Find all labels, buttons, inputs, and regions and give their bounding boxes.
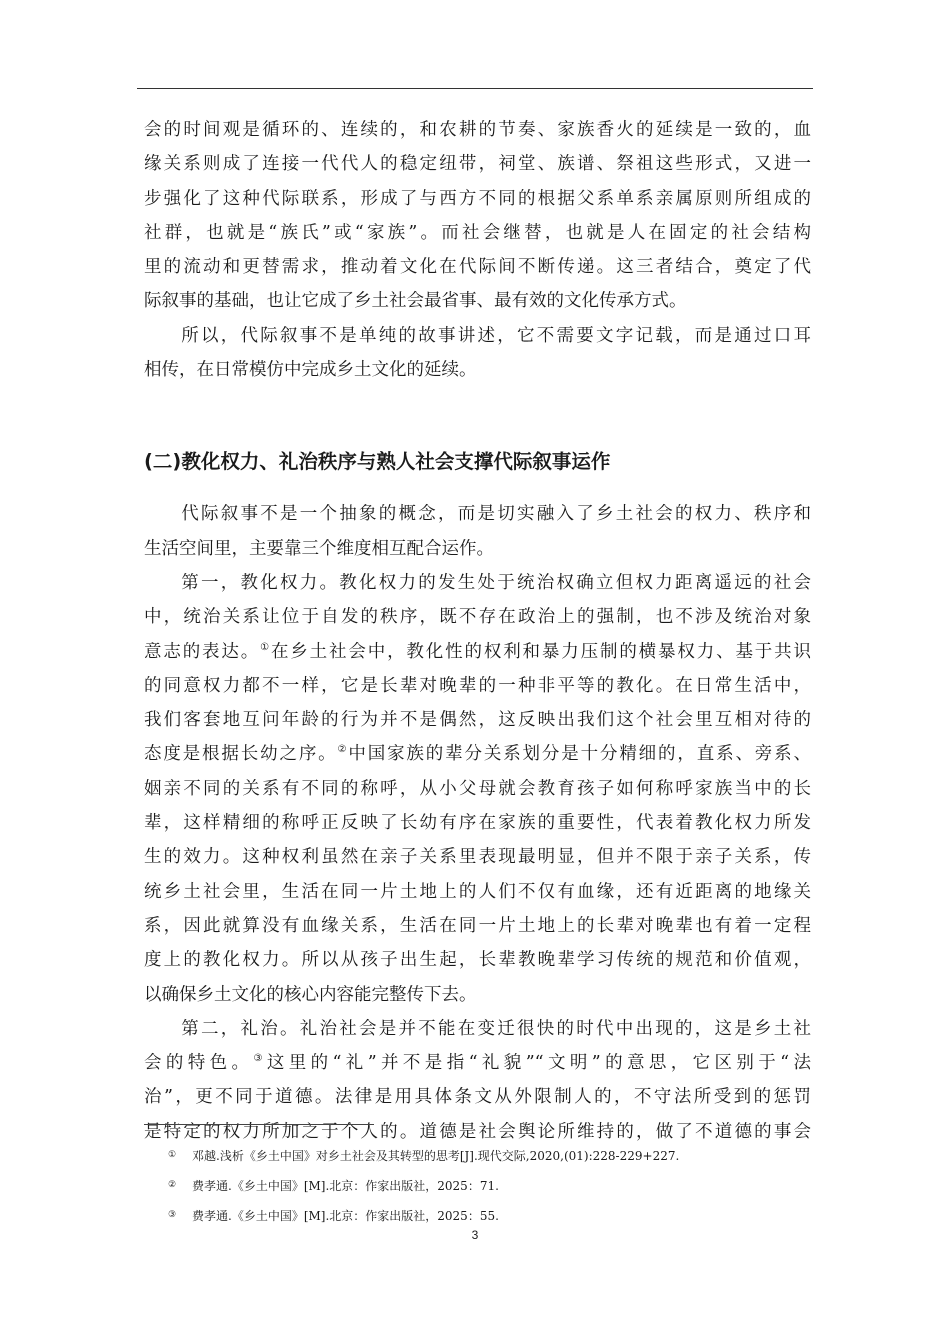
text-line: 的同意权力都不一样，它是长辈对晚辈的一种非平等的教化。在日常生活中， xyxy=(144,675,811,696)
paragraph xyxy=(144,566,811,1012)
text-line: 所以，代际叙事不是单纯的故事讲述，它不需要文字记载，而是通过口耳 xyxy=(179,325,811,346)
footnote-text: 邓越.浅析《乡土中国》对乡土社会及其转型的思考[J].现代交际,2020,(01):228-229+227. xyxy=(192,1149,680,1163)
footnote xyxy=(168,1170,808,1200)
text-line: 度上的教化权力。所以从孩子出生起，长辈教晚辈学习传统的规范和价值观， xyxy=(144,950,811,971)
text-line: 会的时间观是循环的、连续的，和农耕的节奏、家族香火的延续是一致的，血 xyxy=(144,120,811,140)
paragraph xyxy=(144,1012,811,1149)
text-line: 是特定的权力所加之于个人的。道德是社会舆论所维持的，做了不道德的事会 xyxy=(144,1121,811,1142)
text-line: 第一，教化权力。教化权力的发生处于统治权确立但权力距离遥远的社会 xyxy=(179,572,811,593)
body-text xyxy=(144,113,811,1149)
text-line: 社群，也就是“族氏”或“家族”。而社会继替，也就是人在固定的社会结构 xyxy=(144,222,811,243)
footnote-mark: ① xyxy=(168,1150,177,1160)
text-line: 中，统治关系让位于自发的秩序，既不存在政治上的强制，也不涉及统治对象 xyxy=(144,607,811,628)
paragraph xyxy=(144,113,811,319)
text-line: 生的效力。这种权利虽然在亲子关系里表现最明显，但并不限于亲子关系，传 xyxy=(144,847,811,868)
paragraph xyxy=(144,319,811,388)
footnote xyxy=(168,1200,808,1230)
paragraph xyxy=(144,497,811,566)
text-line: 第二，礼治。礼治社会是并不能在变迁很快的时代中出现的，这是乡土社 xyxy=(179,1018,811,1039)
text-line: 态度是根据长幼之序。②中国家族的辈分关系划分是十分精细的，直系、旁系、 xyxy=(144,744,812,765)
section-heading: (二)教化权力、礼治秩序与熟人社会支撑代际叙事运作 xyxy=(144,450,611,474)
text-line: 相传，在日常模仿中完成乡土文化的延续。 xyxy=(144,360,477,381)
footnote-text: 费孝通.《乡土中国》[M].北京：作家出版社，2025：71. xyxy=(192,1179,499,1193)
footnote-reference[interactable]: ① xyxy=(260,641,271,653)
footnotes xyxy=(168,1140,808,1230)
footnote-mark: ② xyxy=(168,1180,177,1190)
header-rule xyxy=(137,88,813,89)
text-line: 际叙事的基础，也让它成了乡土社会最省事、最有效的文化传承方式。 xyxy=(144,291,687,312)
text-line: 我们客套地互问年龄的行为并不是偶然，这反映出我们这个社会里互相对待的 xyxy=(144,710,811,731)
text-line: 步强化了这种代际联系，形成了与西方不同的根据父系单系亲属原则所组成的 xyxy=(144,188,811,209)
footnote-reference[interactable]: ③ xyxy=(253,1053,267,1065)
page-number: 3 xyxy=(471,1228,479,1242)
text-line: 里的流动和更替需求，推动着文化在代际间不断传递。这三者结合，奠定了代 xyxy=(144,257,811,278)
text-line: 缘关系则成了连接一代代人的稳定纽带，祠堂、族谱、祭祖这些形式，又进一 xyxy=(144,154,811,175)
footnote-mark: ③ xyxy=(168,1210,177,1220)
text-line: 姻亲不同的关系有不同的称呼，从小父母就会教育孩子如何称呼家族当中的长 xyxy=(144,778,811,799)
text-line: 意志的表达。①在乡土社会中，教化性的权利和暴力压制的横暴权力、基于共识 xyxy=(144,641,812,662)
footnote-separator xyxy=(144,1124,374,1125)
text-line: 治”，更不同于道德。法律是用具体条文从外限制人的，不守法所受到的惩罚 xyxy=(144,1087,811,1108)
text-line: 辈，这样精细的称呼正反映了长幼有序在家族的重要性，代表着教化权力所发 xyxy=(144,813,811,834)
footnote-reference[interactable]: ② xyxy=(337,744,349,756)
footnote xyxy=(168,1140,808,1170)
text-line: 以确保乡土文化的核心内容能完整传下去。 xyxy=(144,984,477,1005)
text-line: 生活空间里，主要靠三个维度相互配合运作。 xyxy=(144,538,494,559)
text-line: 会的特色。③这里的“礼”并不是指“礼貌”“文明”的意思，它区别于“法 xyxy=(144,1053,812,1074)
text-line: 系，因此就算没有血缘关系，生活在同一片土地上的长辈对晚辈也有着一定程 xyxy=(144,915,811,936)
footnote-text: 费孝通.《乡土中国》[M].北京：作家出版社，2025：55. xyxy=(192,1209,499,1223)
text-line: 统乡土社会里，生活在同一片土地上的人们不仅有血缘，还有近距离的地缘关 xyxy=(144,881,811,902)
text-line: 代际叙事不是一个抽象的概念，而是切实融入了乡土社会的权力、秩序和 xyxy=(179,504,811,525)
